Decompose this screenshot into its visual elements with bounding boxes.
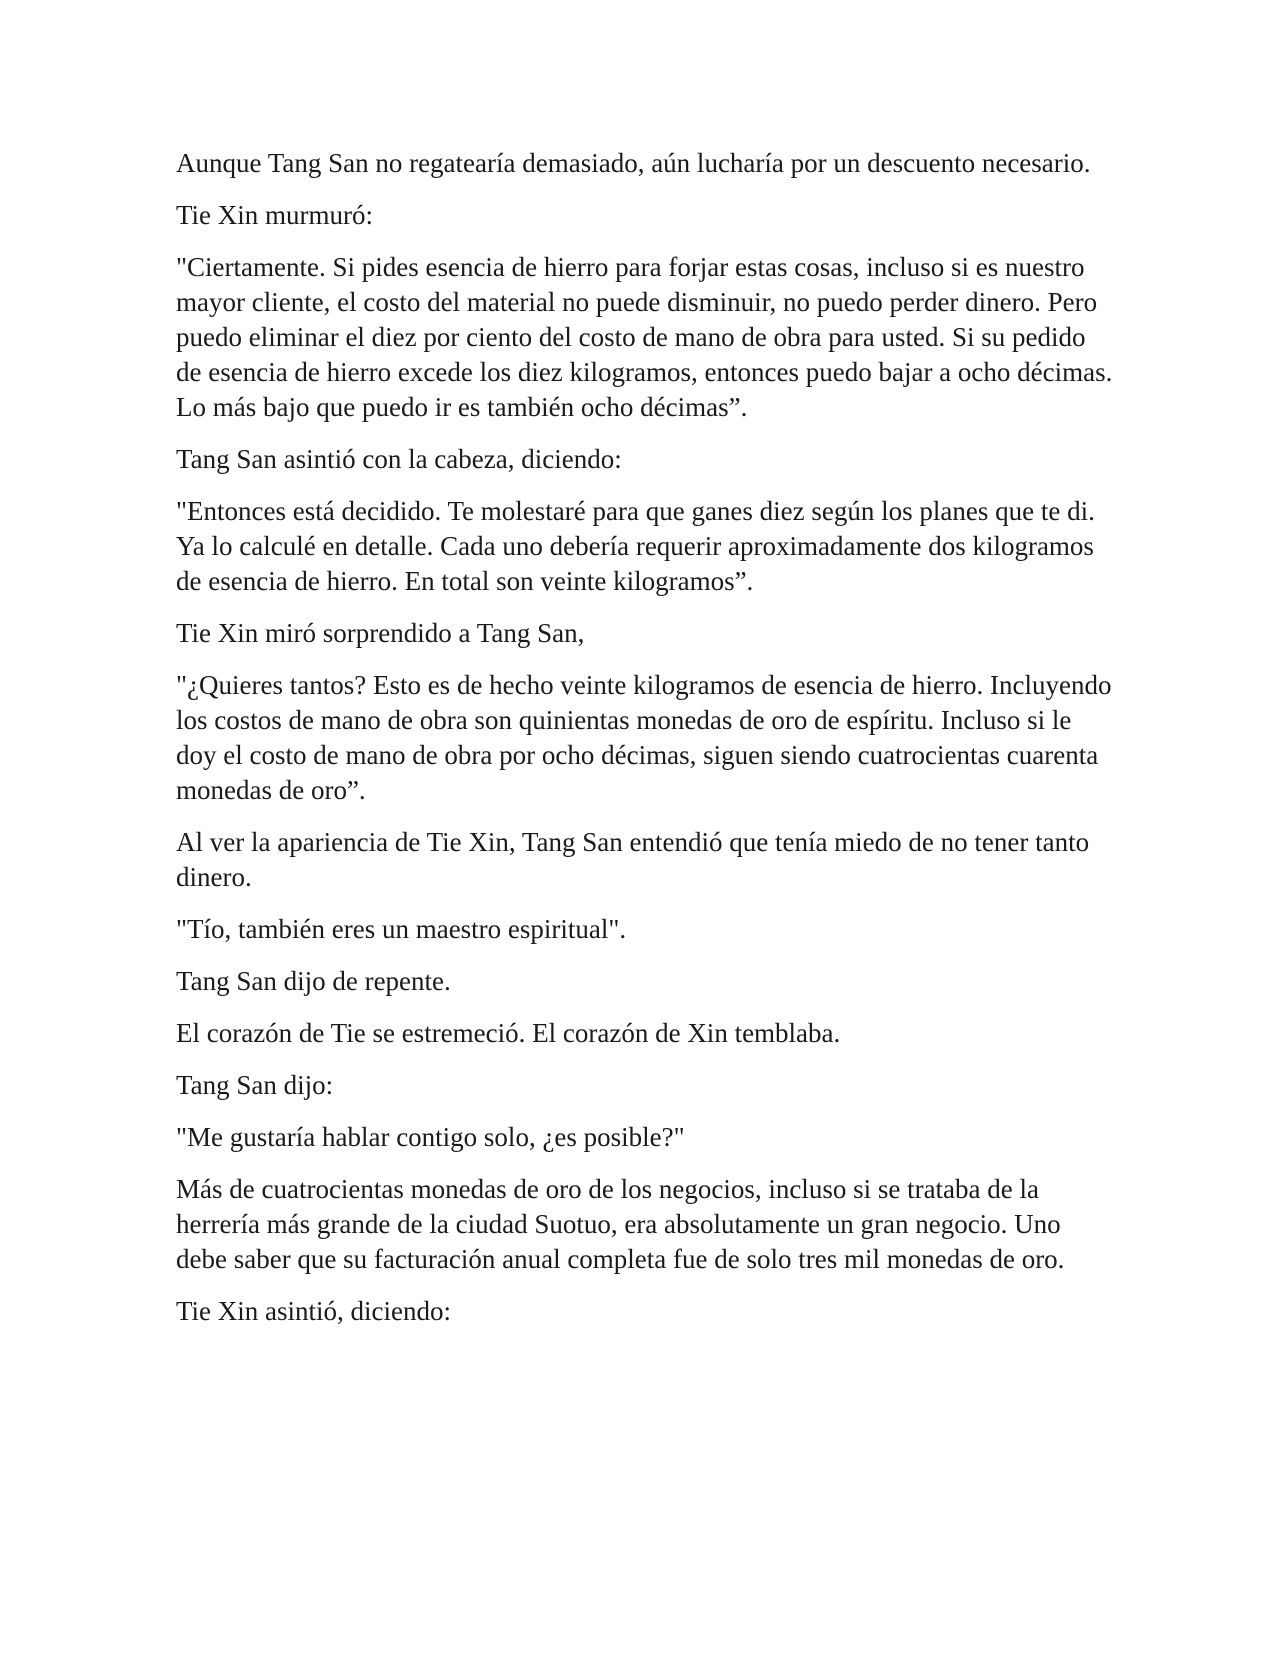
paragraph-13: "Me gustaría hablar contigo solo, ¿es posible?" xyxy=(176,1122,685,1152)
paragraph-10: Tang San dijo de repente. xyxy=(176,966,451,996)
paragraph-15: Tie Xin asintió, diciendo: xyxy=(176,1296,451,1326)
document-body xyxy=(176,146,1116,1346)
paragraph-14: Más de cuatrocientas monedas de oro de los negocios, incluso si se trataba de la herrería más grande de la ciudad Suotuo, era absolutamente un gran negocio. Uno debe saber que su facturación anual completa fue de solo tres mil monedas de oro. xyxy=(176,1174,1065,1274)
paragraph-5: "Entonces está decidido. Te molestaré para que ganes diez según los planes que te di. Ya lo calculé en detalle. Cada uno debería requerir aproximadamente dos kilogramos de esencia de hierro. En total son veinte kilogramos”. xyxy=(176,496,1095,596)
paragraph-4: Tang San asintió con la cabeza, diciendo: xyxy=(176,444,622,474)
paragraph-6: Tie Xin miró sorprendido a Tang San, xyxy=(176,618,585,648)
paragraph-2: Tie Xin murmuró: xyxy=(176,200,374,230)
paragraph-12: Tang San dijo: xyxy=(176,1070,334,1100)
paragraph-9: "Tío, también eres un maestro espiritual". xyxy=(176,914,627,944)
paragraph-3: "Ciertamente. Si pides esencia de hierro para forjar estas cosas, incluso si es nuestro mayor cliente, el costo del material no puede disminuir, no puedo perder dinero. Pero puedo eliminar el diez por ciento del costo de mano de obra para usted. Si su pedido de esencia de hierro excede los diez kilogramos, entonces puedo bajar a ocho décimas. Lo más bajo que puedo ir es también ocho décimas”. xyxy=(176,252,1113,422)
paragraph-11: El corazón de Tie se estremeció. El corazón de Xin temblaba. xyxy=(176,1018,841,1048)
paragraph-7: "¿Quieres tantos? Esto es de hecho veinte kilogramos de esencia de hierro. Incluyendo los costos de mano de obra son quinientas monedas de oro de espíritu. Incluso si le doy el costo de mano de obra por ocho décimas, siguen siendo cuatrocientas cuarenta monedas de oro”. xyxy=(176,670,1112,805)
paragraph-8: Al ver la apariencia de Tie Xin, Tang San entendió que tenía miedo de no tener tanto dinero. xyxy=(176,827,1090,892)
paragraph-1: Aunque Tang San no regatearía demasiado, aún lucharía por un descuento necesario. xyxy=(176,148,1091,178)
